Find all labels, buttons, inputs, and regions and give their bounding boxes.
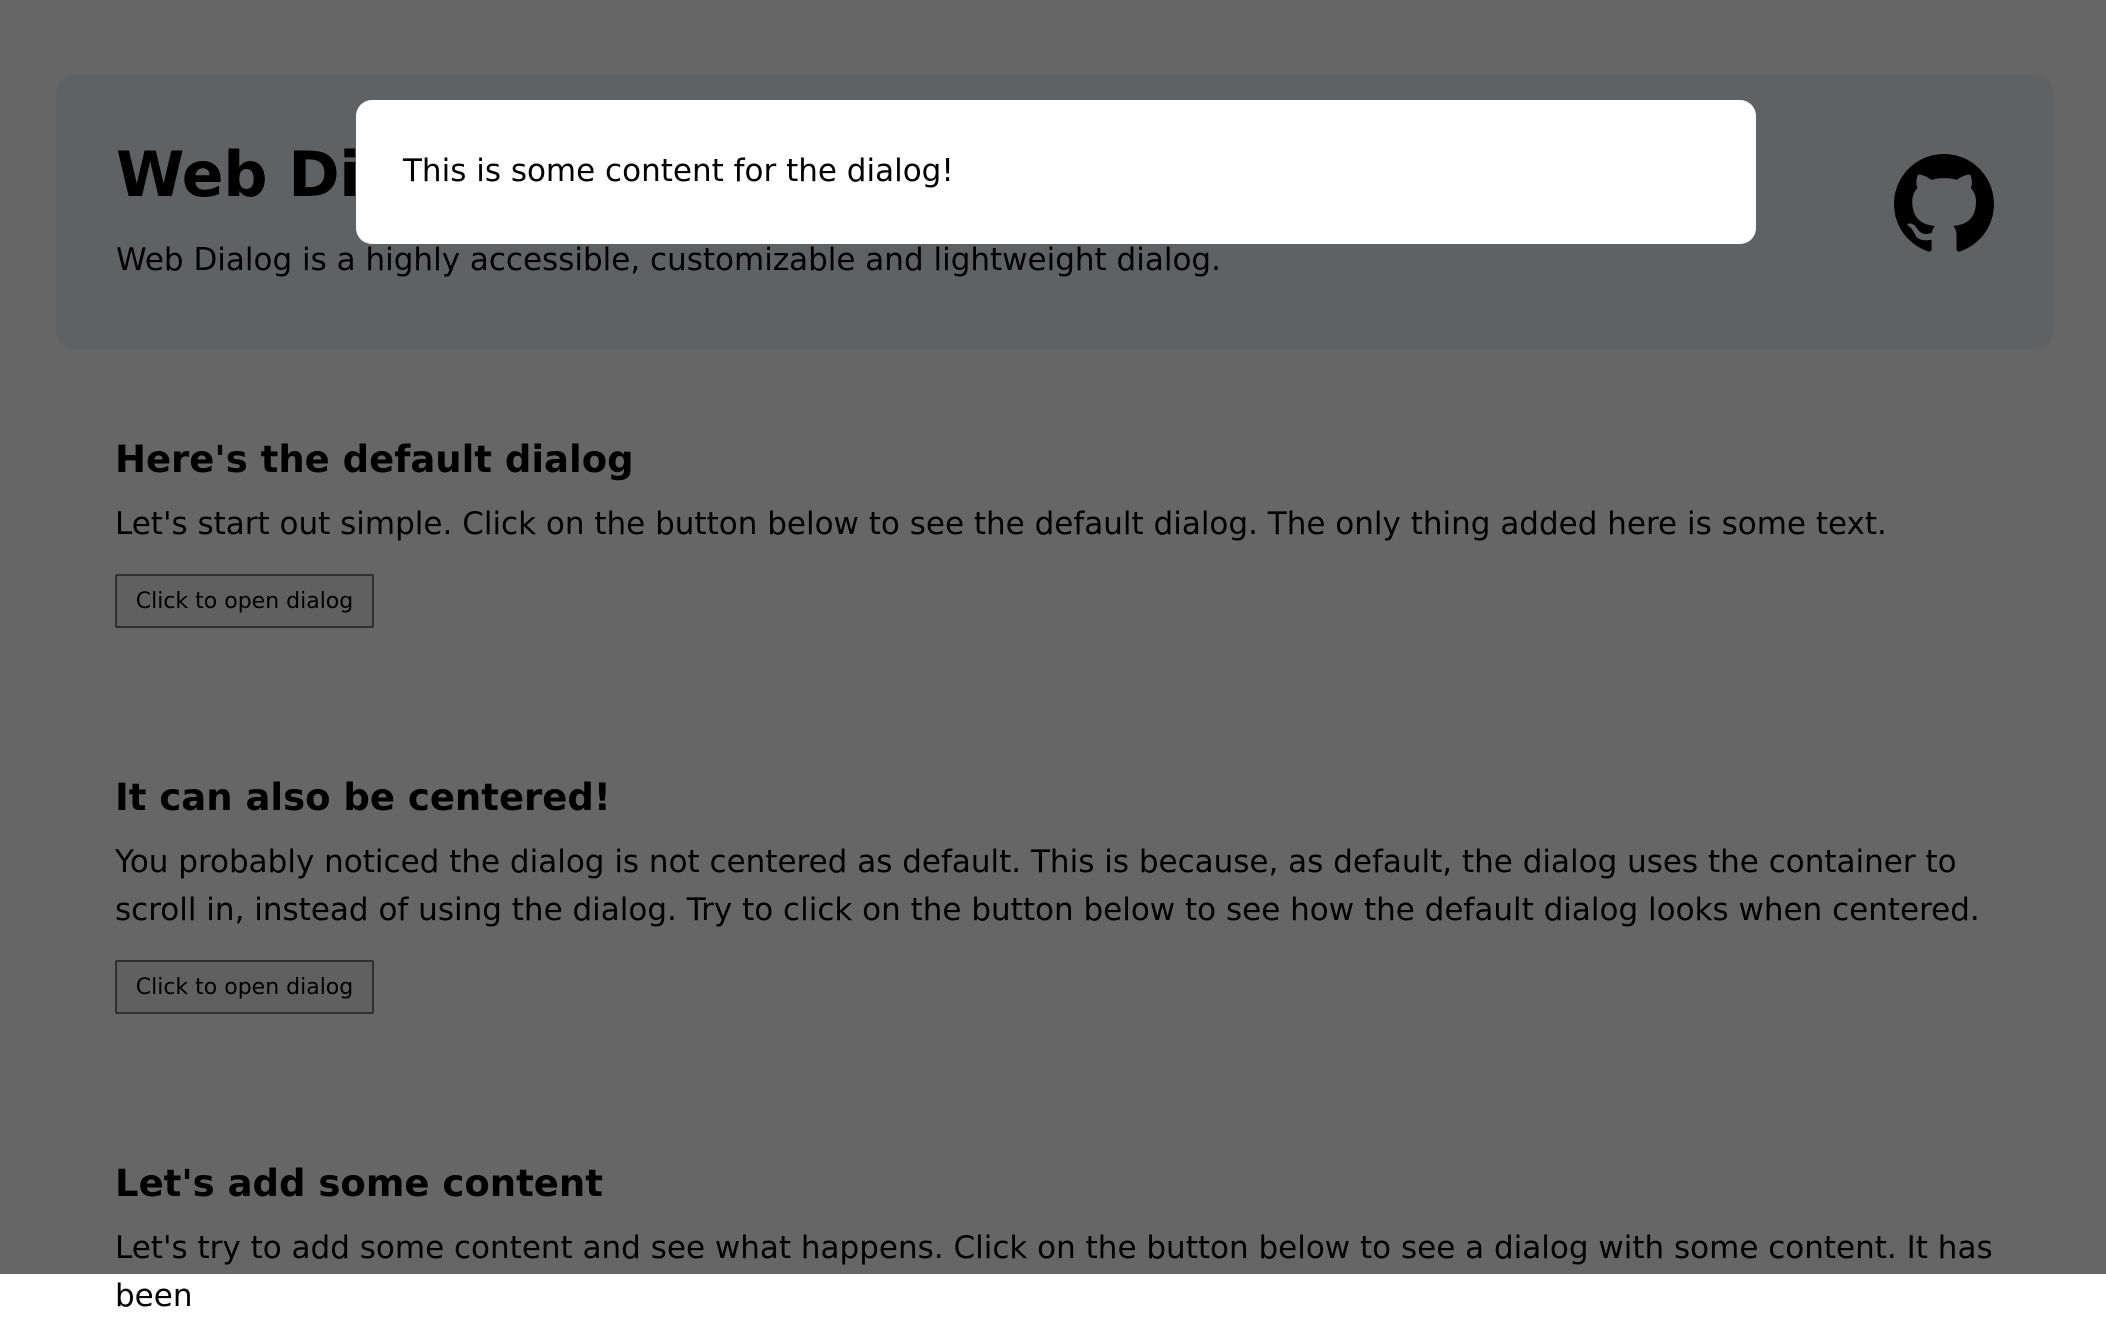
section-text: been <box>115 1278 193 1314</box>
dialog-content: This is some content for the dialog! <box>403 153 954 190</box>
dialog <box>356 100 1756 244</box>
